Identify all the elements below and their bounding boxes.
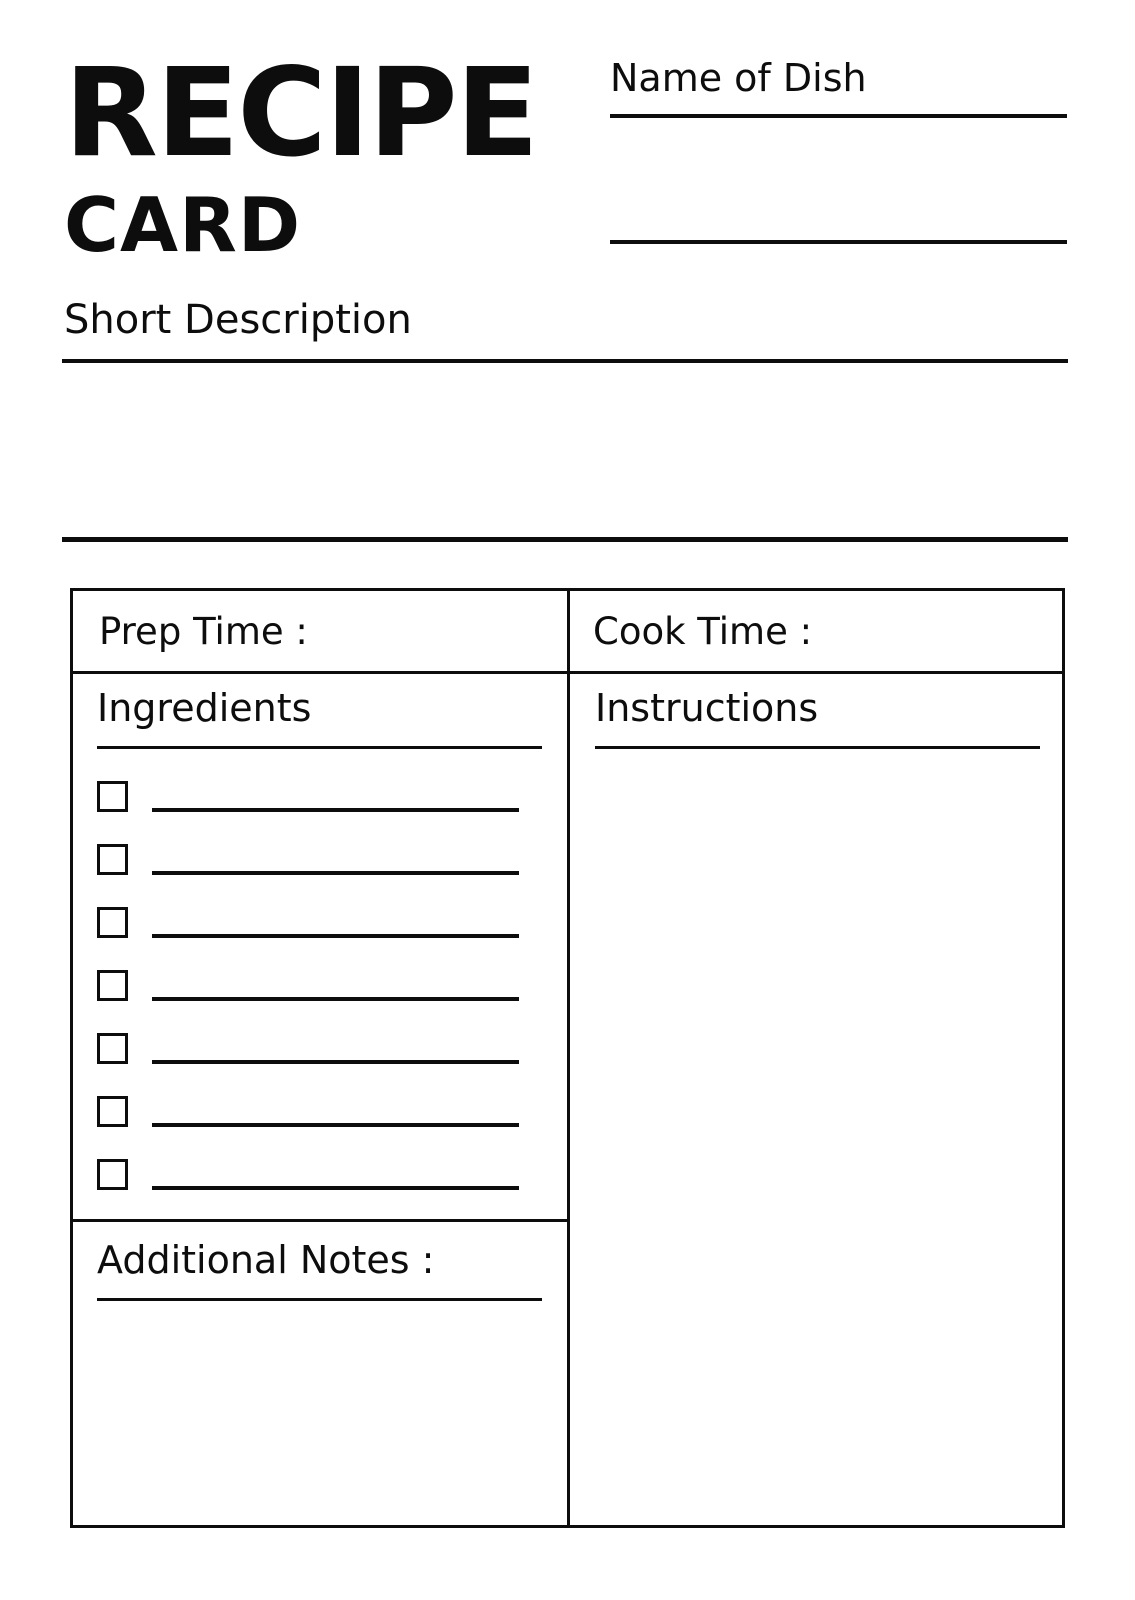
ingredient-checkbox[interactable] [97,1033,128,1064]
ingredient-line[interactable] [152,1060,519,1064]
ingredient-checkbox[interactable] [97,1159,128,1190]
ingredient-checkbox[interactable] [97,1096,128,1127]
prep-time-cell[interactable] [73,591,570,674]
ingredient-checkbox[interactable] [97,844,128,875]
additional-notes-writing-area[interactable] [97,1301,543,1525]
ingredient-row [97,970,543,1001]
instructions-writing-area[interactable] [595,749,1040,1525]
ingredient-row [97,1033,543,1064]
dish-name-label: Name of Dish [610,56,867,100]
ingredient-checkbox[interactable] [97,781,128,812]
ingredient-checkbox[interactable] [97,907,128,938]
ingredient-row [97,781,543,812]
ingredient-row [97,844,543,875]
ingredient-row [97,1096,543,1127]
cook-time-cell[interactable] [570,591,1062,674]
ingredient-line[interactable] [152,808,519,812]
short-description-label: Short Description [64,297,412,343]
additional-notes-label: Additional Notes : [97,1238,435,1282]
ingredients-checklist [97,781,543,1190]
ingredient-line[interactable] [152,871,519,875]
ingredient-row [97,907,543,938]
instructions-section [570,674,1062,1525]
ingredient-line[interactable] [152,1123,519,1127]
left-column [73,674,570,1525]
prep-time-label: Prep Time : [99,609,308,653]
ingredients-section [73,674,567,1222]
section-divider-line [62,537,1068,542]
ingredient-checkbox[interactable] [97,970,128,1001]
ingredients-label: Ingredients [97,686,312,730]
title-recipe: RECIPE [64,42,537,184]
title-card: CARD [64,181,302,269]
additional-notes-section [73,1222,567,1525]
ingredient-line[interactable] [152,1186,519,1190]
dish-name-line-1[interactable] [610,114,1067,118]
ingredient-line[interactable] [152,934,519,938]
ingredients-underline [97,746,542,749]
instructions-label: Instructions [595,686,819,730]
ingredient-line[interactable] [152,997,519,1001]
cook-time-label: Cook Time : [593,609,813,653]
dish-name-line-2[interactable] [610,240,1067,244]
recipe-table [70,588,1065,1528]
short-description-line[interactable] [62,359,1068,363]
ingredient-row [97,1159,543,1190]
page-title [64,42,537,269]
